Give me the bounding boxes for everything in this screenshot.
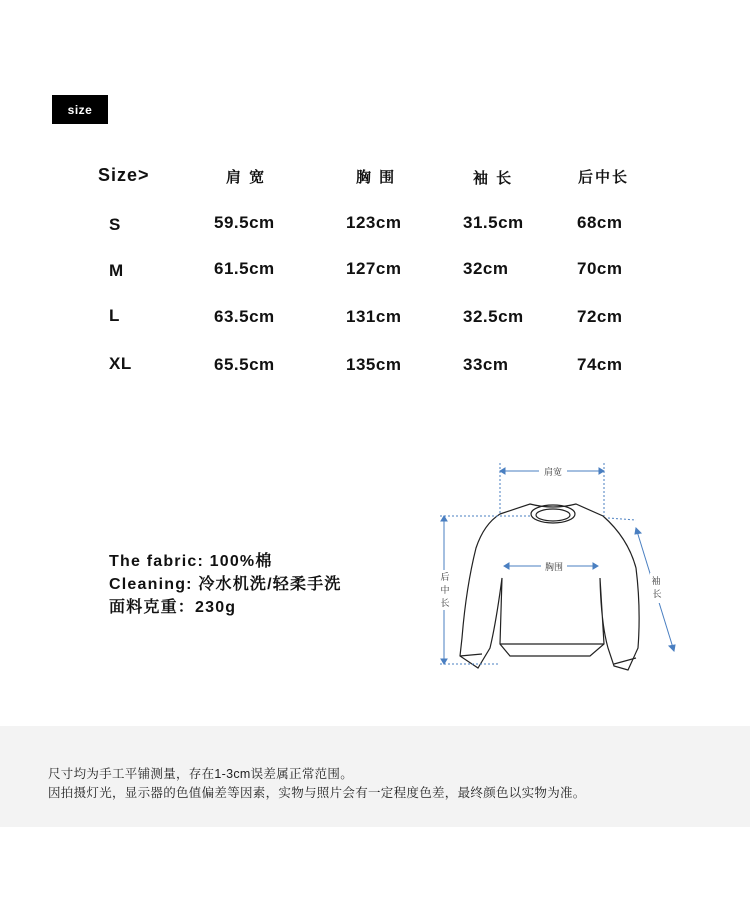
note-color: 因拍摄灯光，显示器的色值偏差等因素，实物与照片会有一定程度色差，最终颜色以实物为准。 — [48, 786, 586, 800]
table-cell: 32.5cm — [463, 307, 524, 326]
chest-label: 胸围 — [544, 562, 564, 572]
back-length-label-1: 后 — [440, 572, 450, 582]
sweatshirt-drawing — [438, 458, 688, 678]
table-cell: 72cm — [577, 307, 623, 326]
header-shoulder: 肩 宽 — [226, 169, 267, 186]
header-size: Size> — [98, 165, 150, 185]
fabric-text: The fabric: 100%棉 — [109, 553, 273, 570]
table-cell: 135cm — [346, 355, 402, 374]
sleeve-label-2: 长 — [652, 589, 662, 599]
table-cell: 68cm — [577, 213, 623, 232]
shoulder-label: 肩宽 — [543, 467, 563, 477]
back-length-label-3: 长 — [440, 598, 450, 608]
table-cell: 74cm — [577, 355, 623, 374]
table-cell: M — [109, 261, 124, 280]
table-cell: 63.5cm — [214, 307, 275, 326]
table-cell: XL — [109, 354, 132, 373]
table-cell: 65.5cm — [214, 355, 275, 374]
table-cell: 59.5cm — [214, 213, 275, 232]
header-chest: 胸 围 — [356, 169, 397, 186]
table-cell: 123cm — [346, 213, 402, 232]
table-cell: 33cm — [463, 355, 509, 374]
table-cell: S — [109, 215, 121, 234]
size-badge-label: size — [67, 102, 93, 117]
table-cell: 127cm — [346, 259, 402, 278]
table-cell: 61.5cm — [214, 259, 275, 278]
notes-panel — [0, 726, 750, 827]
table-cell: L — [109, 306, 120, 325]
sleeve-label-1: 袖 — [651, 576, 661, 586]
note-measurement: 尺寸均为手工平铺测量，存在1-3cm误差属正常范围。 — [48, 767, 354, 781]
sweatshirt-diagram — [438, 458, 688, 678]
back-length-label-2: 中 — [440, 585, 450, 595]
size-badge — [52, 95, 108, 124]
table-cell: 70cm — [577, 259, 623, 278]
table-cell: 31.5cm — [463, 213, 524, 232]
table-cell: 32cm — [463, 259, 509, 278]
header-sleeve: 袖 长 — [473, 170, 514, 187]
table-cell: 131cm — [346, 307, 402, 326]
weight-text: 面料克重：230g — [109, 599, 237, 616]
header-back-length: 后中长 — [578, 169, 630, 186]
cleaning-text: Cleaning: 冷水机洗/轻柔手洗 — [109, 576, 342, 593]
